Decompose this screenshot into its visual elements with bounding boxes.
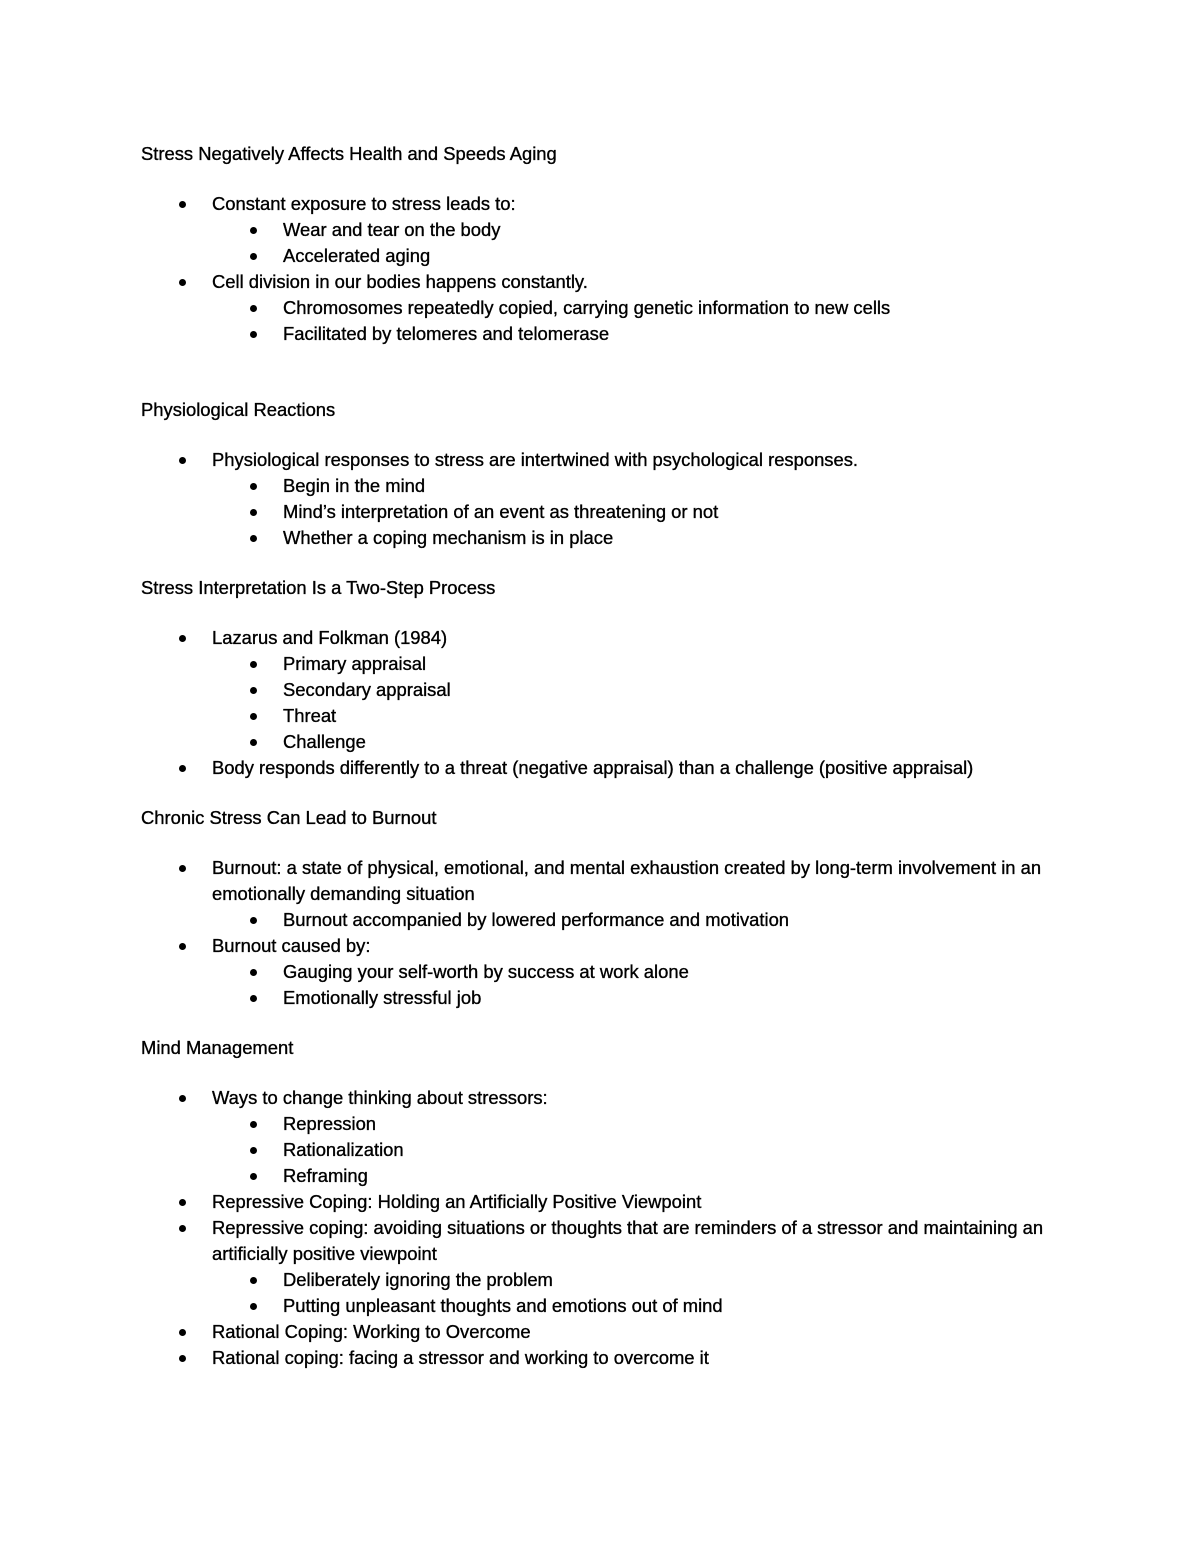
sub-list (212, 1267, 1061, 1319)
list-item (141, 191, 1061, 269)
sub-list (212, 473, 1061, 551)
sub-list-item-text: Chromosomes repeatedly copied, carrying genetic information to new cells (283, 297, 891, 318)
bullet-icon (179, 1329, 186, 1336)
bullet-icon (179, 457, 186, 464)
bullet-icon (250, 483, 257, 490)
list-item-text: Burnout caused by: (212, 935, 371, 956)
sub-list-item-text: Accelerated aging (283, 245, 431, 266)
bullet-icon (250, 687, 257, 694)
sub-list (212, 1111, 1061, 1189)
spacer (141, 347, 1061, 397)
bullet-list (141, 1085, 1061, 1371)
sub-list-item-text: Repression (283, 1113, 377, 1134)
list-item (141, 625, 1061, 755)
bullet-icon (250, 969, 257, 976)
sub-list-item-text: Secondary appraisal (283, 679, 451, 700)
bullet-icon (250, 1121, 257, 1128)
section-heading: Chronic Stress Can Lead to Burnout (141, 807, 437, 828)
sub-list (212, 959, 1061, 1011)
section-chronic-stress-burnout (141, 805, 1061, 1011)
bullet-list (141, 191, 1061, 347)
bullet-icon (179, 1199, 186, 1206)
bullet-icon (250, 305, 257, 312)
sub-list-item-text: Whether a coping mechanism is in place (283, 527, 614, 548)
sub-list-item-text: Begin in the mind (283, 475, 426, 496)
section-heading: Mind Management (141, 1037, 294, 1058)
bullet-icon (250, 1147, 257, 1154)
section-mind-management (141, 1035, 1061, 1371)
list-item-text: Burnout: a state of physical, emotional, and mental exhaustion created by long-term involvement in an emotionally demanding situation (212, 857, 1042, 904)
sub-list-item-text: Gauging your self-worth by success at work alone (283, 961, 689, 982)
sub-list-item-text: Burnout accompanied by lowered performance and motivation (283, 909, 790, 930)
sub-list-item (212, 321, 1061, 347)
sub-list-item-text: Emotionally stressful job (283, 987, 482, 1008)
list-item-text: Lazarus and Folkman (1984) (212, 627, 448, 648)
sub-list-item (212, 243, 1061, 269)
bullet-list (141, 447, 1061, 551)
sub-list-item (212, 985, 1061, 1011)
bullet-icon (250, 1277, 257, 1284)
bullet-icon (179, 1225, 186, 1232)
bullet-icon (250, 1173, 257, 1180)
bullet-icon (179, 1355, 186, 1362)
section-physiological-reactions (141, 397, 1061, 551)
list-item (141, 755, 1061, 781)
sub-list-item (212, 651, 1061, 677)
list-item-text: Repressive coping: avoiding situations or thoughts that are reminders of a stressor and maintaining an artificially positive viewpoint (212, 1217, 1044, 1264)
sub-list-item (212, 729, 1061, 755)
sub-list-item-text: Wear and tear on the body (283, 219, 501, 240)
sub-list-item (212, 1137, 1061, 1163)
spacer (141, 551, 1061, 575)
document-body (141, 141, 1061, 1371)
sub-list-item-text: Deliberately ignoring the problem (283, 1269, 553, 1290)
sub-list-item (212, 525, 1061, 551)
sub-list-item-text: Primary appraisal (283, 653, 427, 674)
list-item (141, 1319, 1061, 1345)
bullet-icon (250, 739, 257, 746)
sub-list-item-text: Reframing (283, 1165, 368, 1186)
section-stress-interpretation (141, 575, 1061, 781)
list-item (141, 1085, 1061, 1189)
section-heading: Stress Negatively Affects Health and Speeds Aging (141, 143, 557, 164)
sub-list-item (212, 1111, 1061, 1137)
list-item (141, 1189, 1061, 1215)
sub-list-item-text: Mind’s interpretation of an event as threatening or not (283, 501, 719, 522)
list-item (141, 933, 1061, 1011)
sub-list-item (212, 907, 1061, 933)
section-heading: Stress Interpretation Is a Two-Step Process (141, 577, 496, 598)
list-item (141, 855, 1061, 933)
bullet-list (141, 625, 1061, 781)
sub-list-item-text: Challenge (283, 731, 366, 752)
list-item-text: Rational coping: facing a stressor and working to overcome it (212, 1347, 709, 1368)
sub-list-item (212, 1293, 1061, 1319)
bullet-list (141, 855, 1061, 1011)
bullet-icon (250, 1303, 257, 1310)
bullet-icon (250, 713, 257, 720)
bullet-icon (179, 279, 186, 286)
list-item-text: Repressive Coping: Holding an Artificially Positive Viewpoint (212, 1191, 702, 1212)
sub-list-item (212, 295, 1061, 321)
bullet-icon (250, 253, 257, 260)
sub-list-item (212, 1163, 1061, 1189)
sub-list-item (212, 473, 1061, 499)
list-item-text: Ways to change thinking about stressors: (212, 1087, 548, 1108)
sub-list-item-text: Putting unpleasant thoughts and emotions out of mind (283, 1295, 723, 1316)
list-item-text: Physiological responses to stress are intertwined with psychological responses. (212, 449, 859, 470)
sub-list (212, 295, 1061, 347)
sub-list-item-text: Facilitated by telomeres and telomerase (283, 323, 610, 344)
sub-list-item (212, 1267, 1061, 1293)
list-item-text: Body responds differently to a threat (negative appraisal) than a challenge (positive appraisal) (212, 757, 974, 778)
bullet-icon (250, 535, 257, 542)
bullet-icon (250, 509, 257, 516)
section-stress-aging (141, 141, 1061, 347)
sub-list (212, 217, 1061, 269)
spacer (141, 781, 1061, 805)
sub-list-item (212, 217, 1061, 243)
sub-list-item-text: Threat (283, 705, 337, 726)
sub-list-item (212, 959, 1061, 985)
sub-list-item-text: Rationalization (283, 1139, 404, 1160)
bullet-icon (250, 917, 257, 924)
list-item (141, 447, 1061, 551)
list-item-text: Cell division in our bodies happens constantly. (212, 271, 588, 292)
bullet-icon (179, 943, 186, 950)
sub-list (212, 651, 1061, 755)
bullet-icon (250, 995, 257, 1002)
list-item (141, 1215, 1061, 1319)
sub-list (212, 907, 1061, 933)
bullet-icon (179, 635, 186, 642)
list-item (141, 1345, 1061, 1371)
bullet-icon (179, 1095, 186, 1102)
list-item (141, 269, 1061, 347)
bullet-icon (250, 331, 257, 338)
bullet-icon (179, 865, 186, 872)
list-item-text: Constant exposure to stress leads to: (212, 193, 516, 214)
bullet-icon (250, 661, 257, 668)
list-item-text: Rational Coping: Working to Overcome (212, 1321, 531, 1342)
spacer (141, 1011, 1061, 1035)
bullet-icon (179, 201, 186, 208)
sub-list-item (212, 677, 1061, 703)
bullet-icon (179, 765, 186, 772)
sub-list-item (212, 499, 1061, 525)
section-heading: Physiological Reactions (141, 399, 336, 420)
sub-list-item (212, 703, 1061, 729)
bullet-icon (250, 227, 257, 234)
